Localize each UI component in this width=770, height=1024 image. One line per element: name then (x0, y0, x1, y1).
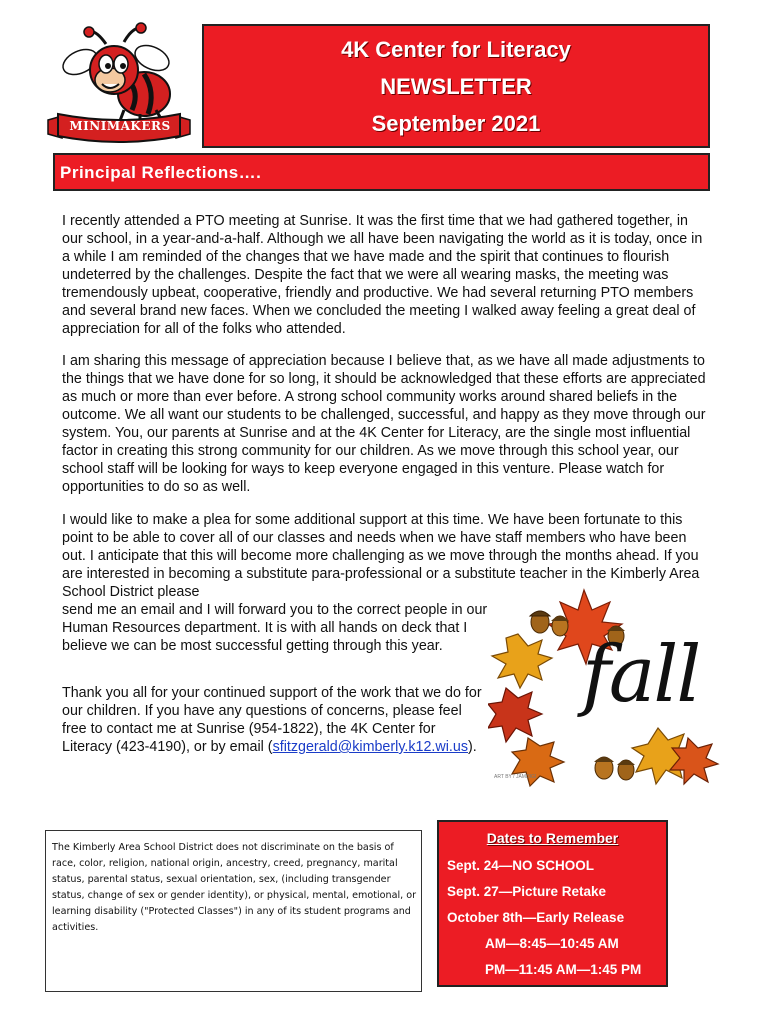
section-heading-bar (53, 153, 710, 191)
newsletter-label: NEWSLETTER (380, 73, 532, 99)
logo-banner-text: MINIMAKERS (69, 119, 171, 133)
dates-to-remember-box (437, 820, 668, 987)
art-credit: ART BY / JAMDIGI (494, 774, 537, 780)
date-item-3: October 8th—Early Release (447, 910, 625, 925)
minimakers-logo (44, 22, 194, 150)
issue-date: September 2021 (371, 110, 541, 136)
paragraph-4-end: ). (467, 739, 477, 755)
fall-word: fall (582, 630, 700, 720)
paragraph-3-wrapped-text: send me an email and I will forward you to the correct people in our Human Resources department. It is with all hands on deck that I believe we can be most successful getting through this year. (62, 602, 488, 654)
fall-clipart (488, 588, 720, 788)
date-item-2: Sept. 27—Picture Retake (447, 884, 607, 899)
paragraph-2: I am sharing this message of appreciation because I believe that, as we have all made adjustments to the things that we have done for so long, it should be acknowledged that these efforts are appreciated as much or more than ever before. A strong school community works around shared beliefs in the outcome. We all want our students to be challenged, successful, and happy as they move through our system. You, our parents at Sunrise and at the 4K Center for Literacy, are the single most influential factor in creating this strong community for our children. As we move through this school year, our school staff will be looking for ways to keep everyone engaged in this venture. Please watch for opportunities to do so as well. (62, 353, 706, 495)
dates-heading: Dates to Remember (486, 830, 619, 846)
nondiscrimination-text: The Kimberly Area School District does not discriminate on the basis of race, color, religion, national origin, ancestry, creed, pregnancy, marital status, parental status, sexual orientation, sex, (including transgender status, change of sex or gender identity), or physical, mental, emotional, or learning disability ("Protected Classes") in any of its student programs and activities. (52, 842, 417, 933)
newsletter-title-box (202, 24, 710, 148)
email-link[interactable]: sfitzgerald@kimberly.k12.wi.us (272, 739, 468, 755)
paragraph-3-text: I would like to make a plea for some additional support at this time. We have been fortunate to this point to be able to cover all of our classes and needs when we have staff members who have been out. I anticipate that this will become more challenging as we move through the months ahead. If you are interested in becoming a substitute para-professional or a substitute teacher in the Kimberly Area School District please (62, 512, 700, 600)
section-heading: Principal Reflections…. (60, 163, 262, 182)
school-name-title: 4K Center for Literacy (341, 36, 571, 62)
nondiscrimination-notice (45, 830, 422, 992)
date-item-1: Sept. 24—NO SCHOOL (447, 858, 595, 873)
paragraph-4 (62, 684, 482, 756)
paragraph-1: I recently attended a PTO meeting at Sunrise. It was the first time that we had gathered together, in our school, in a year-and-a-half. Although we all have been navigating the world as it is today, once in a while I am reminded of the changes that we have made and the spirit that continues to flourish undeterred by the challenges. Despite the fact that we were all wearing masks, the meeting was tremendously upbeat, cooperative, friendly and productive. We had several returning PTO members and several brand new faces. When we concluded the meeting I walked away feeling a great deal of appreciation for all of the folks who attended. (62, 213, 703, 337)
date-item-4: AM—8:45—10:45 AM (485, 936, 619, 951)
paragraph-4-text: Thank you all for your continued support of the work that we do for our children. If you have any questions of concerns, please feel free to contact me at Sunrise (954-1822), the 4K Center for Literacy (423-4190), or by email ( (62, 685, 482, 755)
date-item-5: PM—11:45 AM—1:45 PM (485, 962, 642, 977)
